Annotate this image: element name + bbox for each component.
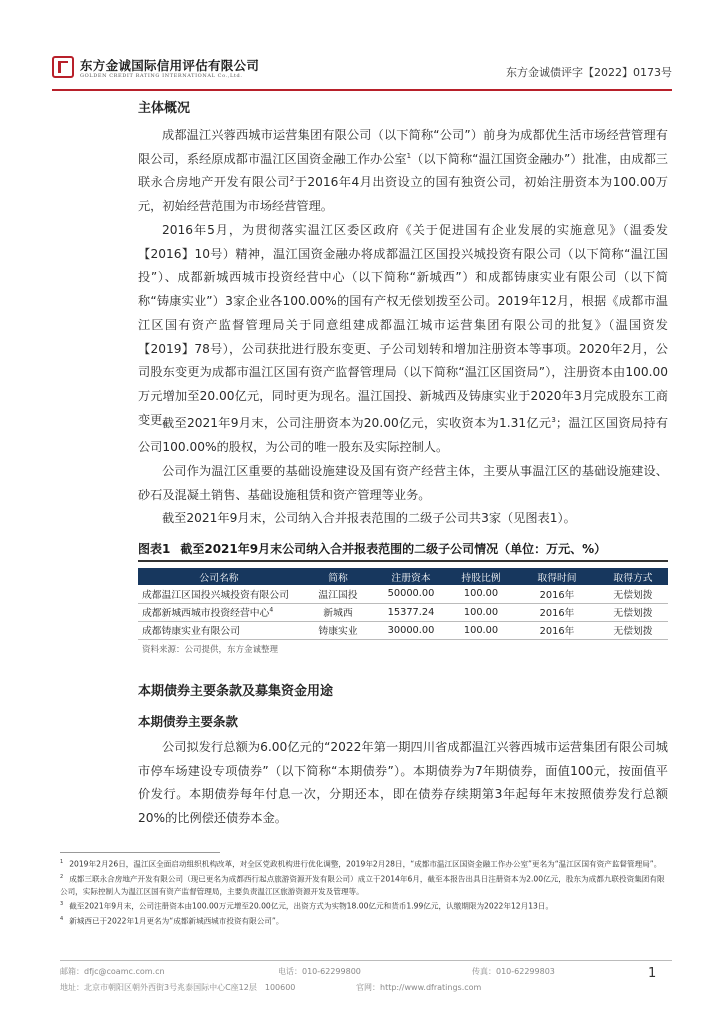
cell-company: 成都铸康实业有限公司 [138,621,300,639]
cell-capital: 15377.24 [376,603,446,621]
footnote-2: $^2$ 成都三联永合房地产开发有限公司（现已更名为成都西行起点旅游资源开发有限公司）成立于2014年6月，截至本报告出具日注册资本为2.00亿元，股东为成都九联投资集团有限公司，实际控制人为温江区国有资产监督管理局，主要负责温江区旅游资源开发及管理等。 [60,873,665,897]
cell-method: 无偿划拨 [598,585,668,603]
table-row [138,585,668,603]
footnote-ref-1[interactable]: 1 [406,151,412,160]
cell-short: 温江国投 [300,585,376,603]
footnote-1: $^1$ 2019年2月26日，温江区全面启动组织机构改革，对全区党政机构进行优化调整，2019年2月28日，“成都市温江区国资金融工作办公室”更名为“温江区国有资产监督管理局”。 [60,859,662,869]
section-title-overview: 主体概况 [138,101,191,116]
paragraph-overview-2: 2016年5月，为贯彻落实温江区委区政府《关于促进国有企业发展的实施意见》（温委发【2016】10号）精神，温江国资金融办将成都温江区国投兴城投资有限公司（以下简称“温江国投”）、成都新城西城市投资经营中心（以下简称“新城西”）和成都铸康实业有限公司（以下简称“铸康实业”）3家企业各100.00%的国有产权无偿划拨至公司。2019年12月，根据《成都市温江区国有资产监督管理局关于同意组建成都温江城市运营集团有限公司的批复》（温国资发【2019】78号），公司获批进行股东变更、子公司划转和增加注册资本等事项。2020年2月，公司股东变更为成都市温江区国有资产监督管理局（以下简称“温江区国资局”），注册资本由100.00万元增加至20.00亿元，同时更为现名。温江国投、新城西及铸康实业于2020年3月完成股东工商变更。 [138,223,668,427]
footer-phone: 电话：010-62299800 [278,967,361,976]
page-number: 1 [648,966,657,981]
cell-capital: 50000.00 [376,585,446,603]
footnote-divider [60,852,220,853]
table-title: 截至2021年9月末公司纳入合并报表范围的二级子公司情况（单位：万元、%） [180,542,607,556]
cell-method: 无偿划拨 [598,603,668,621]
cell-year: 2016年 [516,585,598,603]
footnotes [60,856,672,927]
paragraph-overview-5: 截至2021年9月末，公司纳入合并报表范围的二级子公司共3家（见图表1）。 [162,511,576,525]
report-number: 东方金诚债评字【2022】0173号 [506,66,672,79]
subsection-title-main-terms: 本期债券主要条款 [138,714,239,729]
cell-company: 成都温江区国投兴城投资有限公司 [138,585,300,603]
cell-capital: 30000.00 [376,621,446,639]
footnote-4: $^4$ 新城西已于2022年1月更名为“成都新城西城市投资有限公司”。 [60,915,284,926]
cell-year: 2016年 [516,621,598,639]
footnote-ref-4[interactable]: 4 [269,606,274,614]
col-header-company: 公司名称 [138,568,300,585]
col-header-short: 简称 [300,568,376,585]
cell-company: 成都新城西城市投资经营中心$^4$ [138,603,300,621]
table-source-note: 资料来源：公司提供，东方金诚整理 [142,645,279,655]
col-header-method: 取得方式 [598,568,668,585]
logo-name-cn: 东方金诚国际信用评估有限公司 [80,58,260,73]
table-row [138,621,668,639]
cell-ratio: 100.00 [446,585,516,603]
table-caption [138,540,668,557]
subsidiary-table [138,568,668,640]
table-top-rule [138,560,668,562]
header-divider [52,89,672,91]
table-label: 图表1 [138,542,171,556]
logo-name-en: GOLDEN CREDIT RATING INTERNATIONAL Co.,Ltd. [80,73,243,79]
cell-short: 铸康实业 [300,621,376,639]
cell-year: 2016年 [516,603,598,621]
footer-fax: 传真：010-62299803 [472,967,555,976]
footer-address: 地址：北京市朝阳区朝外西街3号兆泰国际中心C座12层 100600 [60,983,296,992]
footnote-3: $^3$ 截至2021年9月末，公司注册资本由100.00万元增至20.00亿元，出资方式为实物18.00亿元和货币1.99亿元，认缴期限为2022年12月13日。 [60,901,554,911]
paragraph-bond-terms: 公司拟发行总额为6.00亿元的“2022年第一期四川省成都温江兴蓉西城市运营集团有限公司城市停车场建设专项债券”（以下简称“本期债券”）。本期债券为7年期债券，面值100元，按面值平价发行。本期债券每年付息一次，分期还本，即在债券存续期第3年起每年末按照债券发行总额20%的比例偿还债券本金。 [138,740,668,826]
table-header-row [138,568,668,585]
paragraph-overview-4: 公司作为温江区重要的基础设施建设及国有资产经营主体，主要从事温江区的基础设施建设、砂石及混凝土销售、基础设施租赁和资产管理等业务。 [138,464,668,502]
footer-divider [60,960,672,961]
cell-method: 无偿划拨 [598,621,668,639]
footnote-ref-2[interactable]: 2 [289,175,295,184]
col-header-capital: 注册资本 [376,568,446,585]
paragraph-overview-3: 截至2021年9月末，公司注册资本为20.00亿元，实收资本为1.31亿元$^3$；温江区国资局持有公司100.00%的股权，为公司的唯一股东及实际控制人。 [138,415,669,454]
footer-email[interactable]: 邮箱：dfjc@coamc.com.cn [60,967,165,976]
cell-ratio: 100.00 [446,603,516,621]
footnote-ref-3[interactable]: 3 [551,415,556,424]
footer-website[interactable]: 官网：http://www.dfratings.com [356,983,482,992]
paragraph-overview-1: 成都温江兴蓉西城市运营集团有限公司（以下简称“公司”）前身为成都优生活市场经营管理有限公司，系经原成都市温江区国资金融工作办公室$^1$（以下简称“温江国资金融办”）批准，由成都三联永合房地产开发有限公司$^2$于2016年4月出资设立的国有独资公司，初始注册资本为100.00万元，初始经营范围为市场经营管理。 [138,128,668,214]
page-header [52,50,672,90]
cell-ratio: 100.00 [446,621,516,639]
company-logo-icon [52,56,74,78]
table-row [138,603,668,621]
col-header-year: 取得时间 [516,568,598,585]
cell-short: 新城西 [300,603,376,621]
section-title-bond-terms: 本期债券主要条款及募集资金用途 [138,684,334,699]
col-header-ratio: 持股比例 [446,568,516,585]
